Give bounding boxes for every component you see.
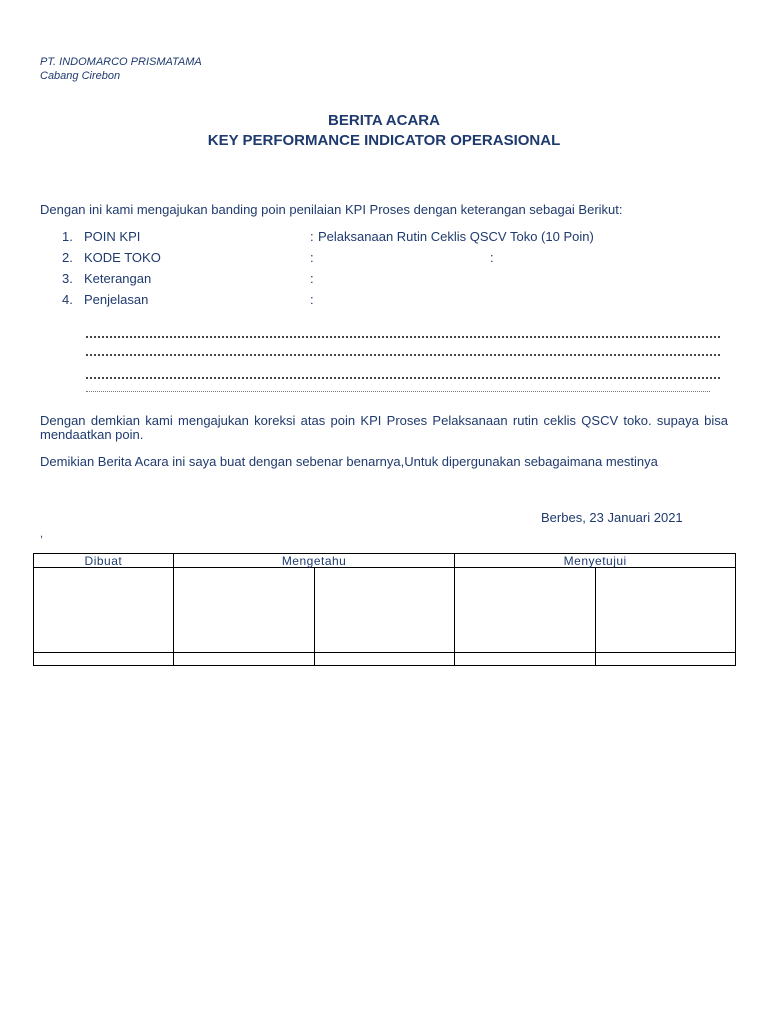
signer-name-cell xyxy=(34,653,174,666)
signature-table xyxy=(33,553,736,666)
title-line-1: BERITA ACARA xyxy=(328,112,440,129)
item-colon: : xyxy=(310,271,314,286)
signer-name-cell xyxy=(596,653,736,666)
paragraph-closing: Demikian Berita Acara ini saya buat dengan sebenar benarnya,Untuk dipergunakan sebagaimana mestinya xyxy=(40,454,658,469)
item-label: KODE TOKO xyxy=(84,250,161,265)
dotted-line xyxy=(86,389,710,392)
signer-name-cell xyxy=(314,653,455,666)
signature-box xyxy=(455,568,596,653)
document-title xyxy=(0,111,768,151)
item-list xyxy=(62,229,702,313)
title-line-2: KEY PERFORMANCE INDICATOR OPERASIONAL xyxy=(207,132,561,149)
dotted-line xyxy=(86,352,720,356)
item-number: 4. xyxy=(62,292,73,307)
company-name: PT. INDOMARCO PRISMATAMA xyxy=(40,56,202,68)
item-number: 2. xyxy=(62,250,73,265)
document-date: Berbes, 23 Januari 2021 xyxy=(541,510,683,525)
signature-box xyxy=(173,568,314,653)
item-value: Pelaksanaan Rutin Ceklis QSCV Toko (10 Poin) xyxy=(318,229,594,244)
item-colon: : xyxy=(310,250,314,265)
signer-name-cell xyxy=(173,653,314,666)
branch-name: Cabang Cirebon xyxy=(40,70,121,82)
item-colon-2: : xyxy=(490,250,494,265)
signature-box xyxy=(596,568,736,653)
signer-name-cell xyxy=(455,653,596,666)
item-colon: : xyxy=(310,292,314,307)
item-number: 1. xyxy=(62,229,73,244)
list-item xyxy=(62,229,702,250)
list-item xyxy=(62,271,702,292)
dotted-line xyxy=(86,375,720,379)
signature-box xyxy=(314,568,455,653)
list-item xyxy=(62,250,702,271)
company-header xyxy=(40,55,202,83)
item-label: Penjelasan xyxy=(84,292,149,307)
header-mengetahui: Mengetahu xyxy=(173,554,455,568)
signature-box xyxy=(34,568,174,653)
intro-text: Dengan ini kami mengajukan banding poin penilaian KPI Proses dengan keterangan sebagai Berikut: xyxy=(40,202,623,217)
stray-comma: , xyxy=(40,528,44,540)
header-dibuat: Dibuat xyxy=(34,554,174,568)
paragraph-correction: Dengan demkian kami mengajukan koreksi atas poin KPI Proses Pelaksanaan rutin ceklis QSCV toko. supaya bisa mendaatkan poin. xyxy=(40,413,728,442)
item-label: POIN KPI xyxy=(84,229,141,244)
header-menyetujui: Menyetujui xyxy=(455,554,736,568)
item-colon: : xyxy=(310,229,314,244)
item-number: 3. xyxy=(62,271,73,286)
item-label: Keterangan xyxy=(84,271,152,286)
dotted-line xyxy=(86,334,720,338)
list-item xyxy=(62,292,702,313)
